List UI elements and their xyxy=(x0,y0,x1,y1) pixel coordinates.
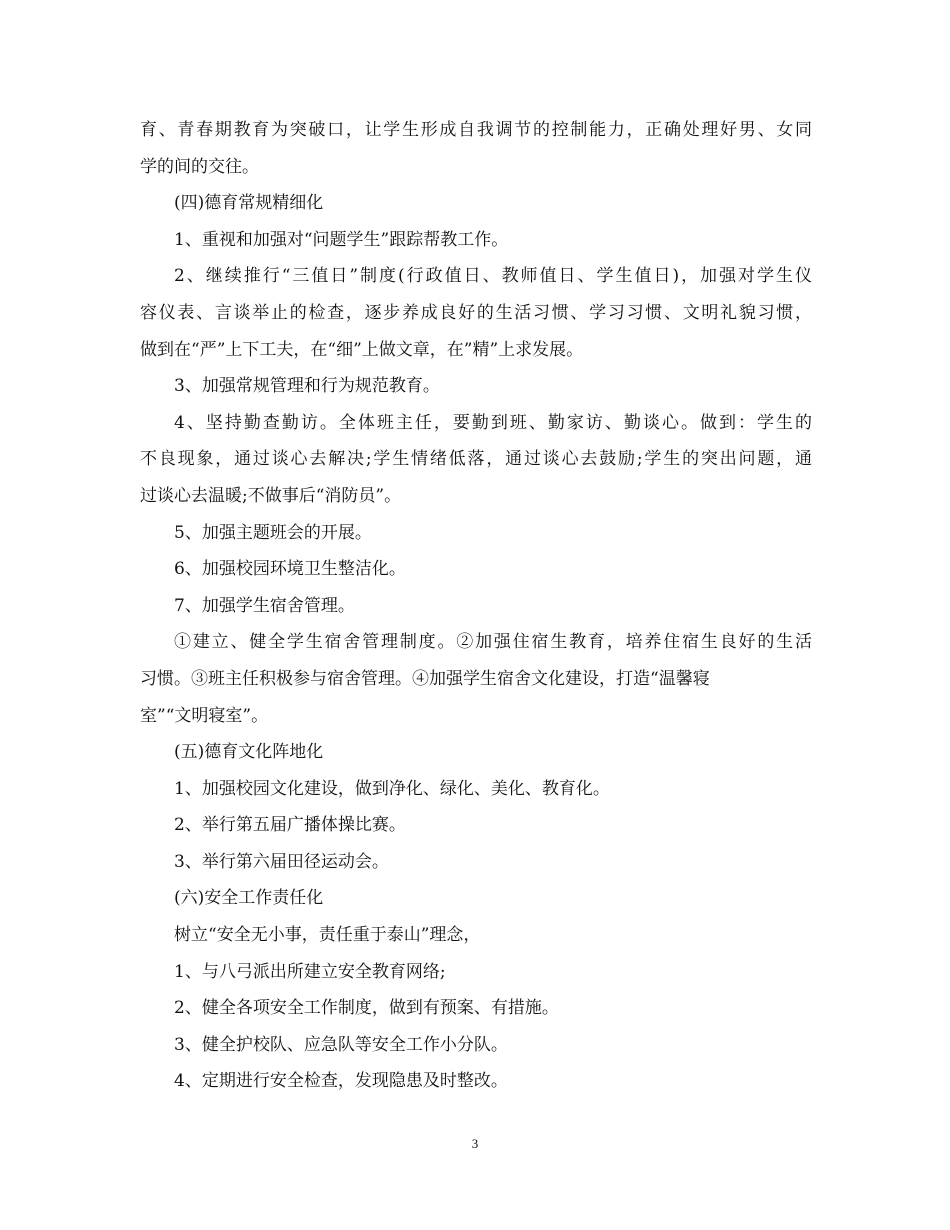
list-item: 1、与八弓派出所建立安全教育网络; xyxy=(174,961,446,982)
section-heading: (四)德育常规精细化 xyxy=(174,193,324,214)
text-line: 不良现象，通过谈心去解决;学生情绪低落，通过谈心去鼓励;学生的突出问题，通 xyxy=(140,449,812,470)
list-item: 1、加强校园文化建设，做到净化、绿化、美化、教育化。 xyxy=(174,778,610,799)
document-body xyxy=(140,112,812,1100)
text-line: 树立“安全无小事，责任重于泰山”理念， xyxy=(174,925,481,946)
page-number: 3 xyxy=(471,1136,479,1151)
list-item: 1、重视和加强对“问题学生”跟踪帮教工作。 xyxy=(174,229,509,250)
text-line: 过谈心去温暖;不做事后“消防员”。 xyxy=(140,485,402,506)
list-item: 7、加强学生宿舍管理。 xyxy=(174,595,355,616)
list-item: 3、健全护校队、应急队等安全工作小分队。 xyxy=(174,1034,508,1055)
text-line: 做到在“严”上下工夫，在“细”上做文章，在”精”上求发展。 xyxy=(140,339,584,360)
list-item: 2、健全各项安全工作制度，做到有预案、有措施。 xyxy=(174,998,559,1019)
list-item: 3、加强常规管理和行为规范教育。 xyxy=(174,376,440,397)
list-item: 6、加强校园环境卫生整洁化。 xyxy=(174,559,406,580)
text-line: 室”“文明寝室”。 xyxy=(140,705,269,726)
list-item: 5、加强主题班会的开展。 xyxy=(174,522,372,543)
section-heading: (六)安全工作责任化 xyxy=(174,888,324,909)
list-item: 2、举行第五届广播体操比赛。 xyxy=(174,815,406,836)
list-item: 2、继续推行“三值日”制度(行政值日、教师值日、学生值日)，加强对学生仪 xyxy=(174,266,812,287)
list-item: 4、定期进行安全检查，发现隐患及时整改。 xyxy=(174,1071,508,1092)
list-item: ①建立、健全学生宿舍管理制度。②加强住宿生教育，培养住宿生良好的生活 xyxy=(174,632,812,653)
text-line: 习惯。③班主任积极参与宿舍管理。④加强学生宿舍文化建设，打造“温馨寝 xyxy=(140,668,710,689)
list-item: 3、举行第六届田径运动会。 xyxy=(174,851,389,872)
text-line: 育、青春期教育为突破口，让学生形成自我调节的控制能力，正确处理好男、女同 xyxy=(140,120,812,140)
section-heading: (五)德育文化阵地化 xyxy=(174,742,324,763)
list-item: 4、坚持勤查勤访。全体班主任，要勤到班、勤家访、勤谈心。做到：学生的 xyxy=(174,412,812,433)
text-line: 学的间的交往。 xyxy=(140,156,259,177)
text-line: 容仪表、言谈举止的检查，逐步养成良好的生活习惯、学习习惯、文明礼貌习惯， xyxy=(140,302,812,323)
